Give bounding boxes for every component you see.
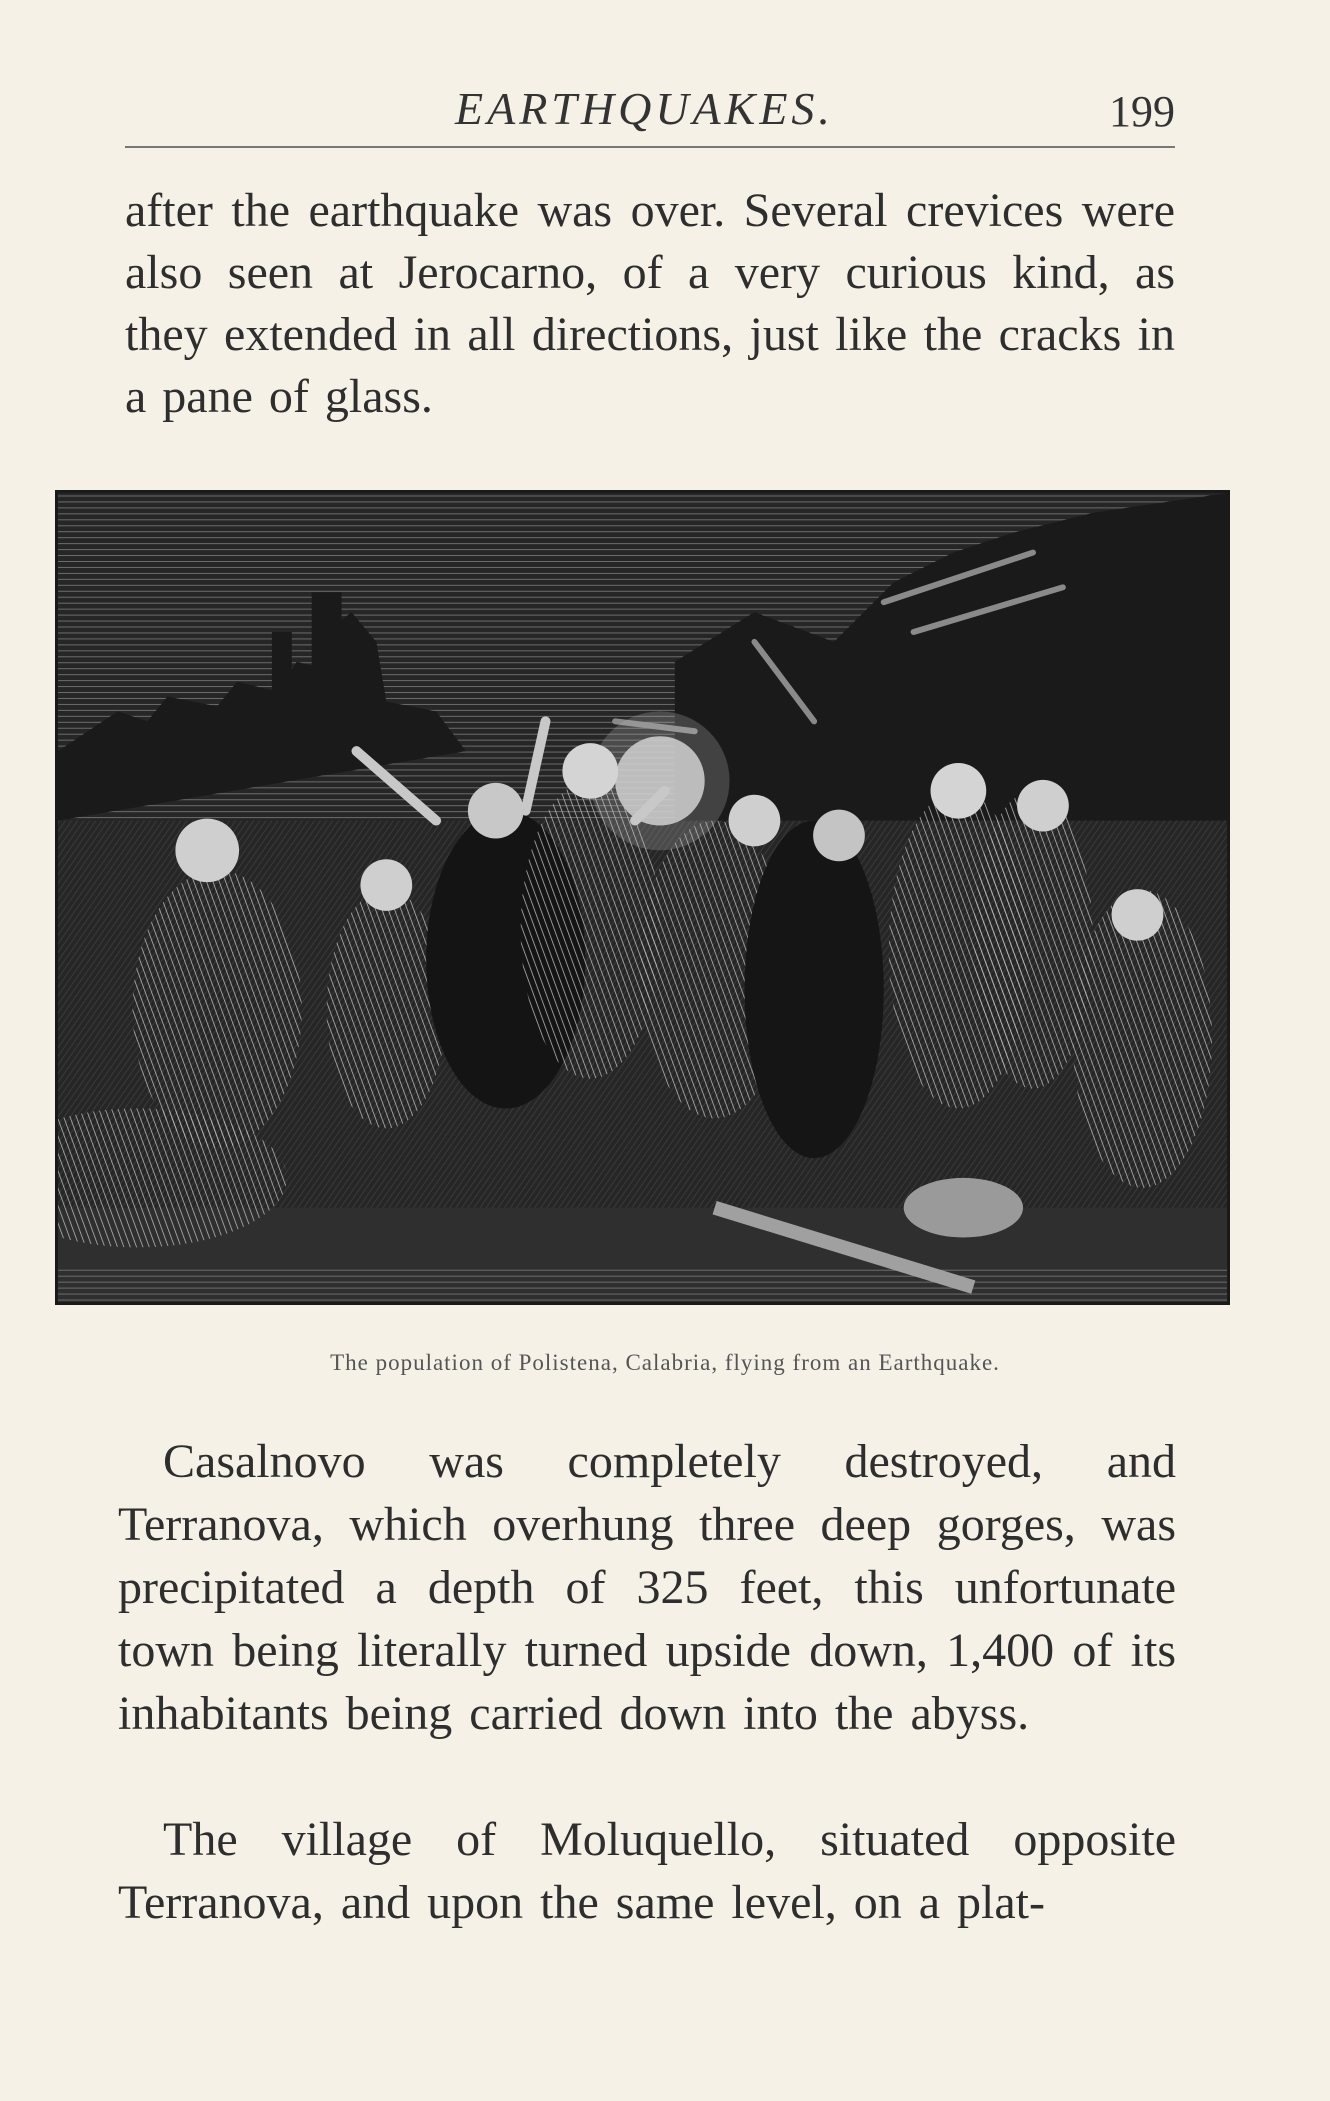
- running-head: [125, 72, 1175, 136]
- header-rule: [125, 146, 1175, 148]
- earthquake-engraving-icon: [58, 493, 1227, 1302]
- page-number: 199: [1109, 87, 1175, 136]
- engraving-figure: [55, 490, 1230, 1305]
- running-title: EARTHQUAKES.: [455, 83, 834, 134]
- paragraph-moluquello: The village of Moluquello, situated opposite Terranova, and upon the same level, on a plat-: [118, 1813, 1176, 1929]
- figure-caption: The population of Polistena, Calabria, flying from an Earthquake.: [330, 1350, 1000, 1375]
- paragraph-continued: after the earthquake was over. Several crevices were also seen at Jerocarno, of a very curious kind, as they extended in all directions, just like the cracks in a pane of glass.: [125, 184, 1175, 423]
- paragraph-casalnovo: Casalnovo was completely destroyed, and Terranova, which overhung three deep gorges, was precipitated a depth of 325 feet, this unfortunate town being literally turned upside down, 1,400 of its inhabitants being carried down into the abyss.: [118, 1435, 1176, 1740]
